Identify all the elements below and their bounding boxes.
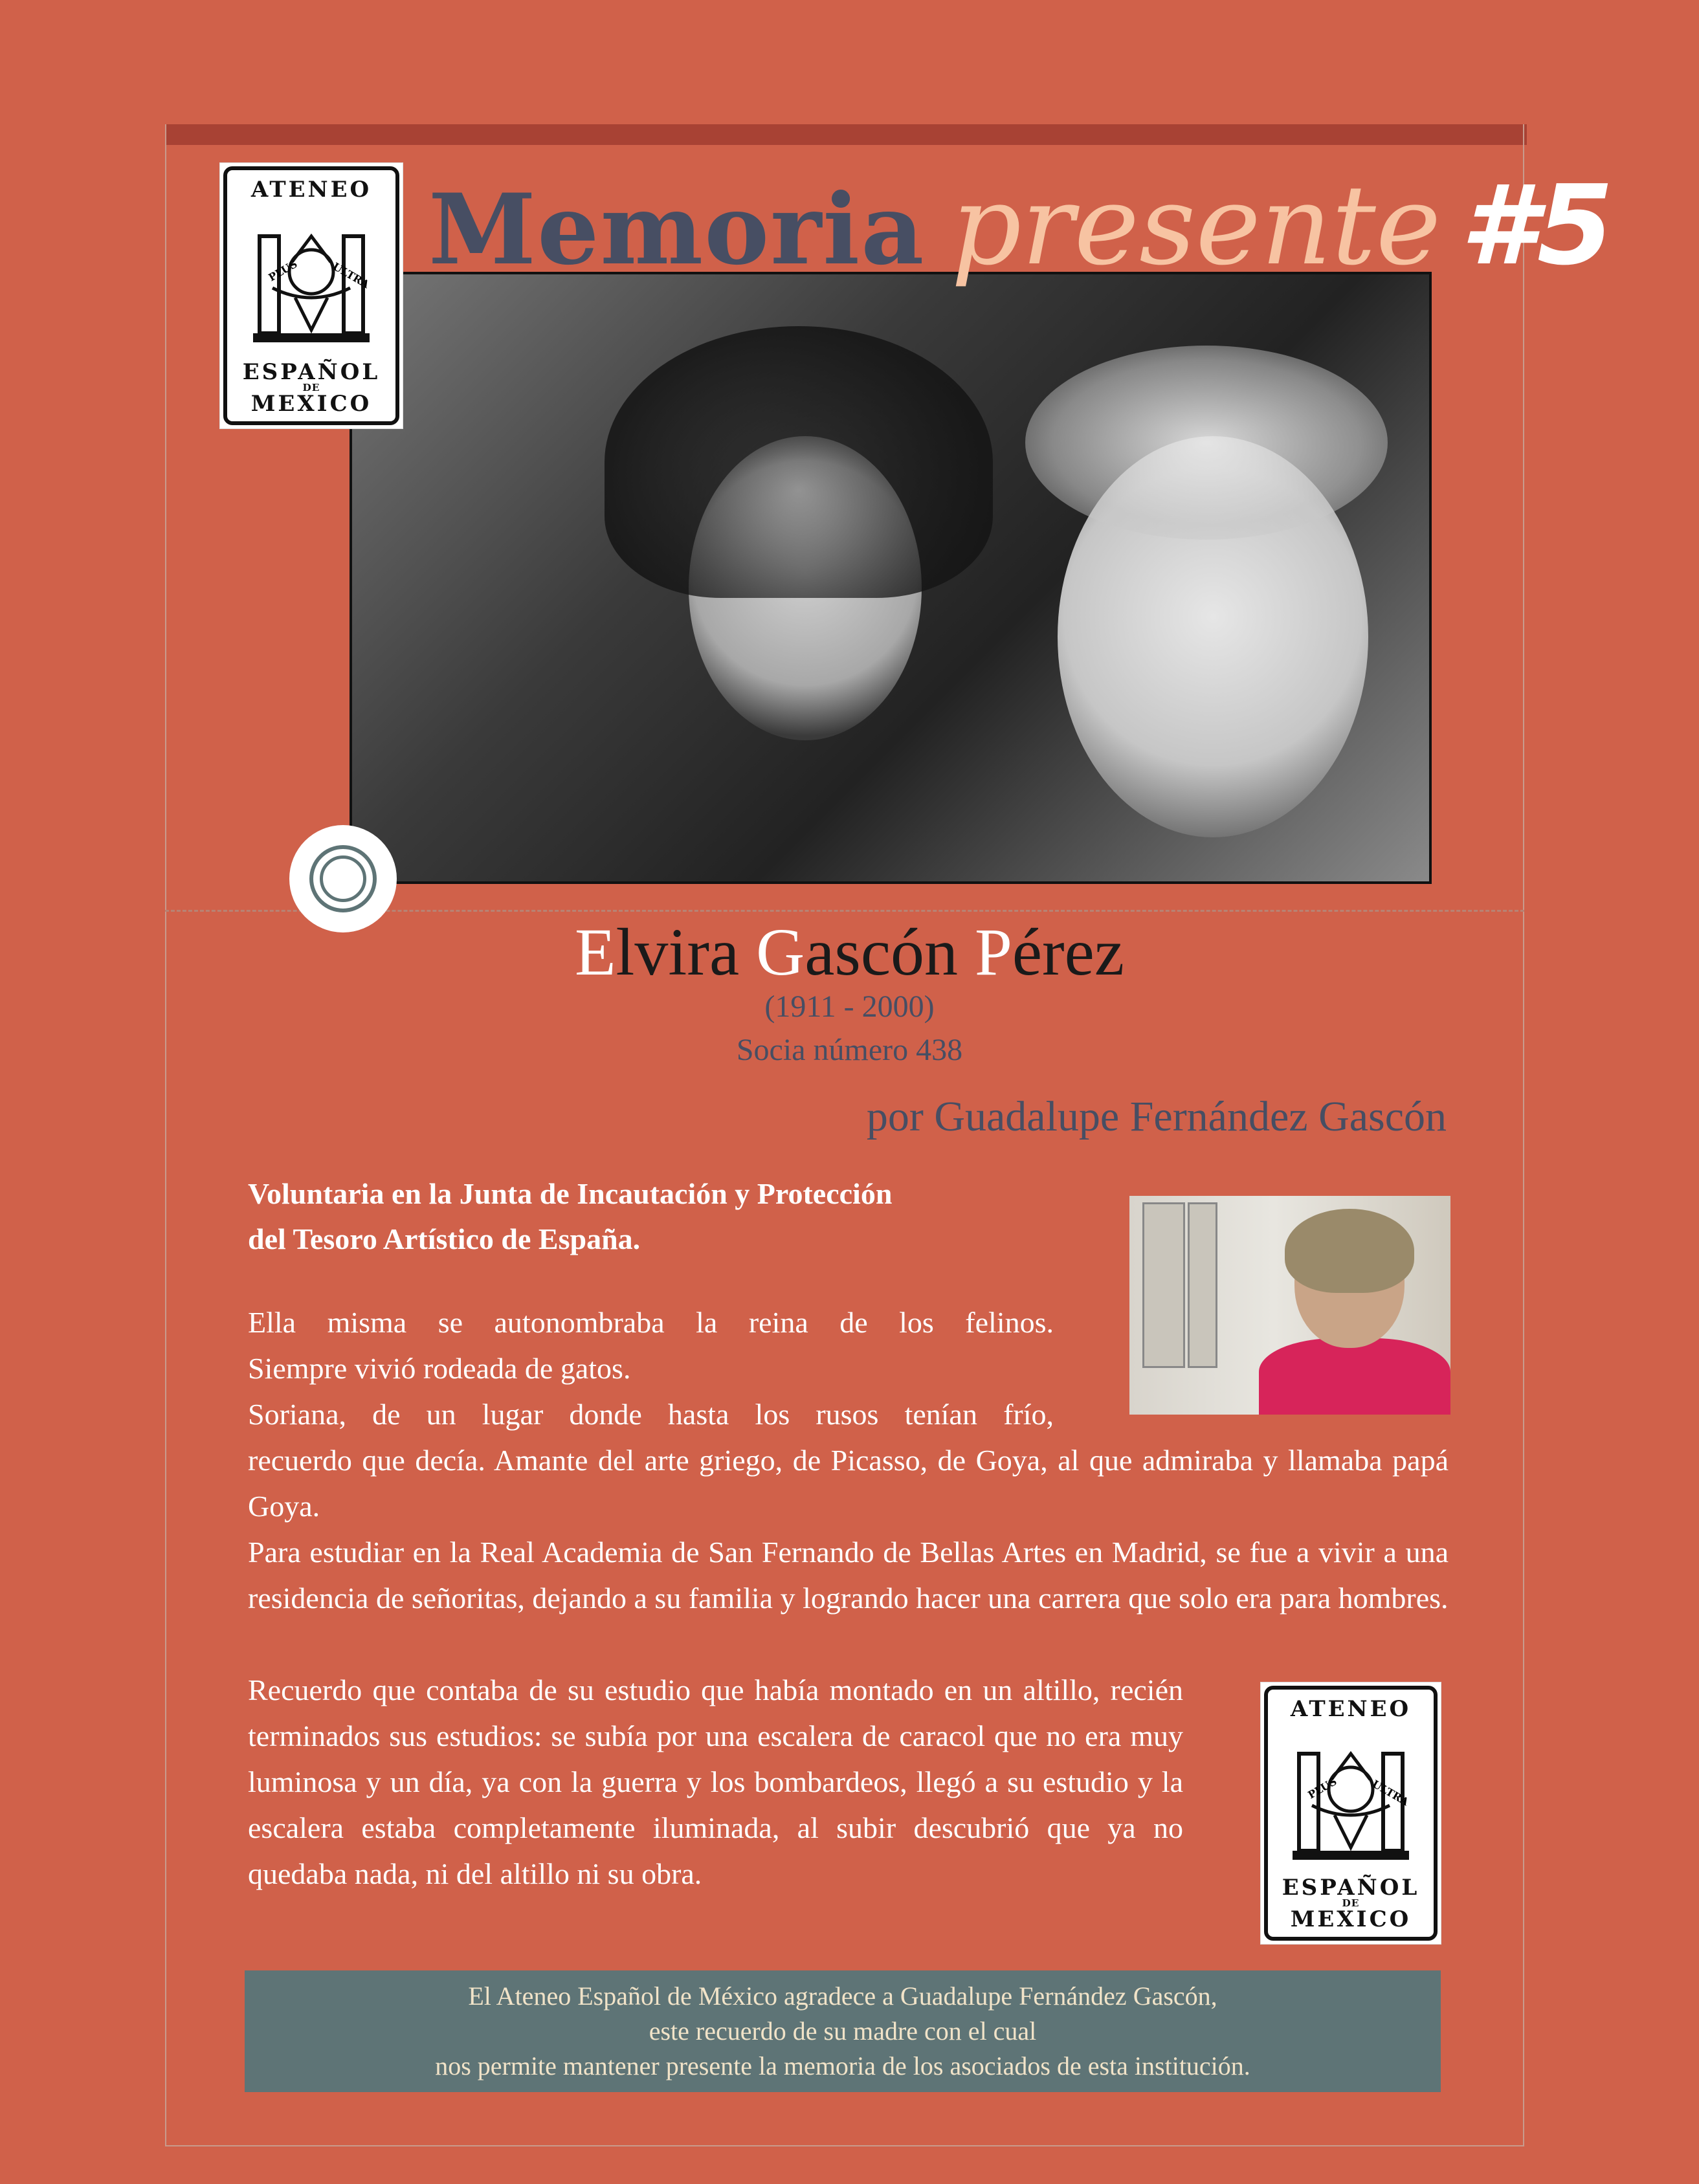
logo-small-top-text: ATENEO xyxy=(1290,1696,1412,1722)
portrait-photo xyxy=(350,272,1432,884)
body-line-felinos: Ella misma se autonombraba la reina de los felinos. xyxy=(248,1306,1054,1339)
svg-text:ULTRA: ULTRA xyxy=(331,260,372,291)
title-presente: presente xyxy=(951,162,1441,290)
photo-hair-right xyxy=(1025,346,1388,540)
life-dates: (1911 - 2000) xyxy=(764,989,935,1024)
body-line-soriana: Soriana, de un lugar donde hasta los rusos tenían frío, xyxy=(248,1398,1054,1431)
name-initial-3: P xyxy=(975,915,1012,989)
name-rest-3: érez xyxy=(1012,915,1124,989)
name-rest-2: ascón xyxy=(805,915,975,989)
footer-line-1: El Ateneo Español de México agradece a Guadalupe Fernández Gascón, xyxy=(468,1981,1217,2011)
name-initial-1: E xyxy=(575,915,616,989)
ateneo-logo-small xyxy=(1261,1682,1441,1944)
svg-text:PLUS: PLUS xyxy=(266,258,300,284)
logo-bottom-text: ESPAÑOL DE MEXICO xyxy=(242,358,381,417)
name-initial-2: G xyxy=(756,915,805,989)
body-line-gatos: Siempre vivió rodeada de gatos. xyxy=(248,1352,631,1385)
photo-hair-left xyxy=(605,326,993,598)
photo-wall-frame xyxy=(1142,1202,1185,1368)
name-rest-1: lvira xyxy=(616,915,757,989)
minerva-emblem-icon xyxy=(247,217,376,346)
logo-border xyxy=(223,166,399,425)
acknowledgement-box xyxy=(245,1970,1441,2092)
ornament-outer-ring xyxy=(309,845,377,912)
body-paragraph-1 xyxy=(248,1299,1054,1437)
footer-line-2: este recuerdo de su madre con el cual xyxy=(649,2016,1037,2046)
svg-text:PLUS: PLUS xyxy=(1305,1775,1339,1802)
person-name xyxy=(0,914,1699,991)
intro-line-1: Voluntaria en la Junta de Incautación y Protección xyxy=(248,1177,893,1210)
body-paragraph-3 xyxy=(248,1667,1183,1897)
svg-text:ULTRA: ULTRA xyxy=(1370,1778,1411,1809)
logo-top-text: ATENEO xyxy=(250,177,372,203)
author-byline: por Guadalupe Fernández Gascón xyxy=(866,1093,1447,1140)
ornament-inner-ring xyxy=(320,855,366,902)
author-photo xyxy=(1129,1196,1450,1415)
footer-line-3: nos permite mantener presente la memoria de los asociados de esta institución. xyxy=(435,2051,1250,2080)
intro-heading xyxy=(248,1171,1025,1262)
photo-hair xyxy=(1285,1209,1414,1293)
member-number: Socia número 438 xyxy=(736,1033,963,1067)
title-memoria: Memoria xyxy=(428,173,926,287)
ateneo-logo xyxy=(220,163,403,428)
minerva-emblem-small-icon xyxy=(1286,1734,1416,1864)
intro-line-2: del Tesoro Artístico de España. xyxy=(248,1222,641,1255)
body-paragraph-2 xyxy=(248,1437,1449,1621)
logo-small-bottom-text: ESPAÑOL DE MEXICO xyxy=(1282,1874,1420,1932)
photo-shirt xyxy=(1259,1338,1450,1415)
issue-number: #5 xyxy=(1460,162,1614,290)
page-title xyxy=(428,162,1614,290)
logo-small-border xyxy=(1264,1686,1438,1941)
body-paragraph-arte: recuerdo que decía. Amante del arte griego, de Picasso, de Goya, al que admiraba y llamaba papá Goya. xyxy=(248,1444,1449,1523)
photo-wall-frame-2 xyxy=(1188,1202,1217,1368)
body-paragraph-academia: Para estudiar en la Real Academia de San Fernando de Bellas Artes en Madrid, se fue a vivir a una residencia de señoritas, dejando a su familia y logrando hacer una carrera que solo era para hombres. xyxy=(248,1536,1449,1615)
body-paragraph-estudio: Recuerdo que contaba de su estudio que había montado en un altillo, recién terminados sus estudios: se subía por una escalera de caracol que no era muy luminosa y un día, ya con la guerra y los bombardeos, llegó a su estudio y la escalera estaba completamente iluminada, al subir descubrió que ya no quedaba nada, ni del altillo ni su obra. xyxy=(248,1673,1183,1890)
